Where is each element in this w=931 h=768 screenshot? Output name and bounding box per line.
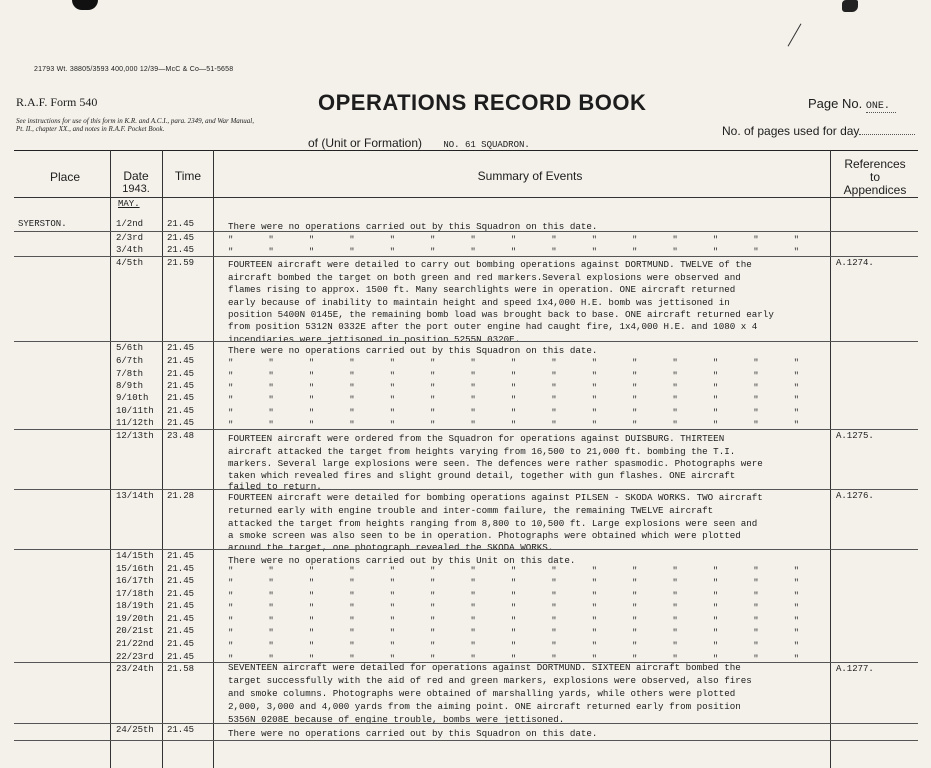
col-references-line: Appendices	[843, 183, 907, 197]
row-separator	[14, 256, 918, 257]
page-number	[808, 96, 896, 112]
col-time: Time	[174, 169, 202, 183]
reference-cell: A.1275.	[836, 431, 874, 441]
summary-line: markers. Several large explosions were seen. The defences were rather spasmodic. Photographs were	[228, 458, 763, 469]
row-separator	[14, 662, 918, 663]
ditto-marks: """""""""""""""	[228, 395, 835, 405]
form-number: R.A.F. Form 540	[16, 95, 98, 109]
date-cell: 5/6th	[116, 343, 144, 353]
summary-line: aircraft bombed the target on both green and red markers.Several explosions were observed and	[228, 272, 741, 283]
col-date: Date	[123, 169, 149, 183]
time-cell: 21.45	[167, 219, 195, 229]
ditto-marks: """""""""""""""	[228, 603, 835, 613]
time-cell: 21.45	[167, 564, 195, 574]
summary-line: around the target, one photograph revealed the SKODA WORKS.	[228, 542, 554, 553]
ditto-marks: """""""""""""""	[228, 616, 835, 626]
time-cell: 21.58	[167, 664, 195, 674]
table-header-rule	[14, 197, 918, 198]
place-cell: SYERSTON.	[18, 219, 67, 229]
reference-cell: A.1274.	[836, 258, 874, 268]
time-cell: 21.45	[167, 406, 195, 416]
row-separator	[14, 341, 918, 342]
time-cell: 21.45	[167, 626, 195, 636]
date-cell: 12/13th	[116, 431, 154, 441]
summary-line: FOURTEEN aircraft were detailed to carry out bombing operations against DORTMUND. TWELVE of the	[228, 259, 752, 270]
date-cell: 10/11th	[116, 406, 154, 416]
ditto-marks: """""""""""""""	[228, 358, 835, 368]
time-cell: 21.45	[167, 576, 195, 586]
summary-line: and smoke columns. Photographs were obtained of marshalling yards, while others were plotted	[228, 688, 736, 699]
time-cell: 21.45	[167, 551, 195, 561]
date-cell: 14/15th	[116, 551, 154, 561]
summary-line: position 5400N 0145E, the remaining bomb load was brought back to base. ONE aircraft returned early	[228, 309, 774, 320]
time-cell: 21.45	[167, 369, 195, 379]
col-references	[832, 158, 918, 197]
row-separator	[14, 549, 918, 550]
date-cell: 17/18th	[116, 589, 154, 599]
summary-line: a smoke screen was also seen to be in operation. Photographs were obtained which were plotted	[228, 530, 741, 541]
summary-line: There were no operations carried out by this Squadron on this date.	[228, 345, 598, 356]
time-cell: 21.45	[167, 418, 195, 428]
unit-field	[308, 136, 590, 150]
summary-line: incendiaries were jettisoned in position 5255N 0320E.	[228, 334, 521, 345]
col-references-line: References	[844, 157, 906, 171]
time-cell: 21.45	[167, 589, 195, 599]
summary-line: FOURTEEN aircraft were detailed for bombing operations against PILSEN - SKODA WORKS. TWO aircraft	[228, 492, 763, 503]
page-number-value: ONE.	[866, 101, 896, 113]
summary-line: FOURTEEN aircraft were ordered from the Squadron for operations against DUISBURG. THIRTEEN	[228, 433, 725, 444]
ditto-marks: """""""""""""""	[228, 383, 835, 393]
time-cell: 21.45	[167, 356, 195, 366]
date-cell: 23/24th	[116, 664, 154, 674]
unit-label: of (Unit or Formation)	[308, 136, 423, 150]
summary-line: returned early with engine trouble and inter-comm failure, the remaining TWELVE aircraft	[228, 505, 714, 516]
row-separator	[14, 489, 918, 490]
ink-blot	[72, 0, 98, 10]
date-cell: 16/17th	[116, 576, 154, 586]
ditto-marks: """""""""""""""	[228, 247, 835, 257]
ditto-marks: """""""""""""""	[228, 235, 835, 245]
ditto-marks: """""""""""""""	[228, 371, 835, 381]
print-code: 21793 Wt. 38805/3593 400,000 12/39—McC & Co—51-5658	[34, 66, 234, 73]
month-label: MAY.	[118, 199, 140, 209]
date-cell: 15/16th	[116, 564, 154, 574]
col-summary: Summary of Events	[477, 169, 583, 183]
date-cell: 19/20th	[116, 614, 154, 624]
summary-line: There were no operations carried out by this Unit on this date.	[228, 555, 576, 566]
ditto-marks: """""""""""""""	[228, 628, 835, 638]
ditto-marks: """""""""""""""	[228, 578, 835, 588]
time-cell: 21.28	[167, 491, 195, 501]
date-cell: 2/3rd	[116, 233, 144, 243]
row-separator	[14, 723, 918, 724]
ink-blot	[842, 0, 858, 12]
pages-used-blank	[859, 134, 915, 135]
date-cell: 7/8th	[116, 369, 144, 379]
pencil-mark	[788, 23, 802, 46]
date-cell: 11/12th	[116, 418, 154, 428]
summary-line: SEVENTEEN aircraft were detailed for operations against DORTMUND. SIXTEEN aircraft bombed the	[228, 662, 741, 673]
summary-line: 5356N 0208E because of engine trouble, bombs were jettisoned.	[228, 714, 565, 725]
col-place: Place	[49, 170, 81, 184]
row-separator	[14, 740, 918, 741]
date-cell: 9/10th	[116, 393, 149, 403]
reference-cell: A.1277.	[836, 664, 874, 674]
time-cell: 21.45	[167, 652, 195, 662]
time-cell: 21.45	[167, 245, 195, 255]
date-cell: 18/19th	[116, 601, 154, 611]
reference-cell: A.1276.	[836, 491, 874, 501]
page-number-label: Page No.	[808, 96, 863, 111]
summary-line: attacked the target from heights ranging from 8,800 to 10,500 ft. Large explosions were seen and	[228, 518, 758, 529]
time-cell: 21.45	[167, 343, 195, 353]
pages-used-label: No. of pages used for day	[722, 124, 860, 138]
date-cell: 13/14th	[116, 491, 154, 501]
col-year: 1943.	[122, 183, 150, 195]
date-cell: 20/21st	[116, 626, 154, 636]
summary-line: 2,000, 3,000 and 4,000 yards from the aiming point. ONE aircraft returned early from position	[228, 701, 741, 712]
row-separator	[14, 231, 918, 232]
pages-used	[722, 124, 915, 138]
ditto-marks: """""""""""""""	[228, 408, 835, 418]
summary-line: There were no operations carried out by this Squadron on this date.	[228, 728, 598, 739]
ditto-marks: """""""""""""""	[228, 641, 835, 651]
date-cell: 21/22nd	[116, 639, 154, 649]
ditto-marks: """""""""""""""	[228, 654, 835, 664]
date-cell: 22/23rd	[116, 652, 154, 662]
ditto-marks: """""""""""""""	[228, 420, 835, 430]
summary-line: There were no operations carried out by this Squadron on this date.	[228, 221, 598, 232]
ditto-marks: """""""""""""""	[228, 591, 835, 601]
time-cell: 21.45	[167, 614, 195, 624]
time-cell: 21.59	[167, 258, 195, 268]
summary-line: flames rising to approx. 1500 ft. Many searchlights were in operation. ONE aircraft returned	[228, 284, 736, 295]
date-cell: 8/9th	[116, 381, 144, 391]
date-cell: 4/5th	[116, 258, 144, 268]
time-cell: 23.48	[167, 431, 195, 441]
date-cell: 6/7th	[116, 356, 144, 366]
time-cell: 21.45	[167, 639, 195, 649]
row-separator	[14, 429, 918, 430]
summary-line: target successfully with the aid of red and green markers, explosions were observed, also fires	[228, 675, 752, 686]
time-cell: 21.45	[167, 233, 195, 243]
summary-line: early because of inability to maintain height and speed 1x4,000 H.E. bomb was jettisoned in	[228, 297, 730, 308]
ditto-marks: """""""""""""""	[228, 566, 835, 576]
unit-value: NO. 61 SQUADRON.	[425, 140, 589, 151]
time-cell: 21.45	[167, 393, 195, 403]
summary-line: taken which revealed fires and slight ground detail, together with gun flashes. ONE aircraft	[228, 470, 736, 481]
page-title: OPERATIONS RECORD BOOK	[318, 90, 647, 115]
time-cell: 21.45	[167, 601, 195, 611]
summary-line: failed to return.	[228, 481, 322, 492]
date-cell: 24/25th	[116, 725, 154, 735]
summary-line: aircraft attacked the target from heights varying from 16,500 to 21,000 ft. bombing the T.I.	[228, 446, 736, 457]
summary-line: from position 5312N 0332E after the port outer engine had caught fire, 1x4,000 H.E. and 1080 x 4	[228, 321, 758, 332]
time-cell: 21.45	[167, 381, 195, 391]
date-cell: 3/4th	[116, 245, 144, 255]
time-cell: 21.45	[167, 725, 195, 735]
form-instructions: See instructions for use of this form in K.R. and A.C.I., para. 2349, and War Manual, Pt. II., chapter XX., and notes in R.A.F. Pocket Book.	[16, 117, 255, 133]
table-top-rule	[14, 150, 918, 151]
date-cell: 1/2nd	[116, 219, 144, 229]
col-references-line: to	[869, 170, 880, 184]
